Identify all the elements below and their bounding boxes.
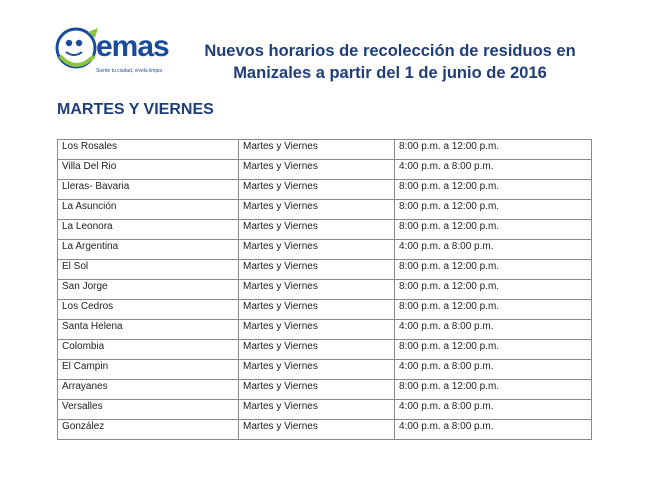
table-row — [58, 200, 592, 220]
neighborhood-cell: Los Rosales — [58, 140, 239, 160]
time-cell: 8:00 p.m. a 12:00 p.m. — [395, 300, 592, 320]
time-cell: 4:00 p.m. a 8:00 p.m. — [395, 160, 592, 180]
neighborhood-cell: Lleras- Bavaria — [58, 180, 239, 200]
days-cell: Martes y Viernes — [239, 140, 395, 160]
days-cell: Martes y Viernes — [239, 320, 395, 340]
days-cell: Martes y Viernes — [239, 240, 395, 260]
days-cell: Martes y Viernes — [239, 180, 395, 200]
days-cell: Martes y Viernes — [239, 380, 395, 400]
neighborhood-cell: Versalles — [58, 400, 239, 420]
table-row — [58, 320, 592, 340]
days-cell: Martes y Viernes — [239, 420, 395, 440]
table-row — [58, 240, 592, 260]
page-title — [190, 40, 590, 84]
table-row — [58, 140, 592, 160]
days-cell: Martes y Viernes — [239, 160, 395, 180]
table-row — [58, 400, 592, 420]
time-cell: 8:00 p.m. a 12:00 p.m. — [395, 180, 592, 200]
time-cell: 8:00 p.m. a 12:00 p.m. — [395, 140, 592, 160]
table-row — [58, 160, 592, 180]
table-row — [58, 360, 592, 380]
table-row — [58, 420, 592, 440]
days-cell: Martes y Viernes — [239, 340, 395, 360]
time-cell: 4:00 p.m. a 8:00 p.m. — [395, 400, 592, 420]
neighborhood-cell: La Leonora — [58, 220, 239, 240]
table-row — [58, 260, 592, 280]
time-cell: 8:00 p.m. a 12:00 p.m. — [395, 380, 592, 400]
time-cell: 8:00 p.m. a 12:00 p.m. — [395, 260, 592, 280]
time-cell: 4:00 p.m. a 8:00 p.m. — [395, 420, 592, 440]
days-cell: Martes y Viernes — [239, 220, 395, 240]
time-cell: 4:00 p.m. a 8:00 p.m. — [395, 360, 592, 380]
schedule-table-body — [58, 140, 592, 440]
schedule-table — [57, 139, 592, 440]
neighborhood-cell: Arrayanes — [58, 380, 239, 400]
neighborhood-cell: González — [58, 420, 239, 440]
table-row — [58, 180, 592, 200]
neighborhood-cell: La Argentina — [58, 240, 239, 260]
table-row — [58, 220, 592, 240]
emas-logo — [54, 26, 172, 78]
time-cell: 4:00 p.m. a 8:00 p.m. — [395, 320, 592, 340]
neighborhood-cell: La Asunción — [58, 200, 239, 220]
time-cell: 8:00 p.m. a 12:00 p.m. — [395, 220, 592, 240]
section-heading: MARTES Y VIERNES — [57, 101, 214, 118]
time-cell: 4:00 p.m. a 8:00 p.m. — [395, 240, 592, 260]
time-cell: 8:00 p.m. a 12:00 p.m. — [395, 200, 592, 220]
days-cell: Martes y Viernes — [239, 260, 395, 280]
days-cell: Martes y Viernes — [239, 400, 395, 420]
neighborhood-cell: Colombia — [58, 340, 239, 360]
days-cell: Martes y Viernes — [239, 360, 395, 380]
brand-tagline: Siente tu ciudad, vívela limpia — [96, 68, 163, 74]
mascot-icon — [54, 26, 102, 76]
days-cell: Martes y Viernes — [239, 200, 395, 220]
table-row — [58, 380, 592, 400]
neighborhood-cell: El Campin — [58, 360, 239, 380]
neighborhood-cell: El Sol — [58, 260, 239, 280]
neighborhood-cell: San Jorge — [58, 280, 239, 300]
table-row — [58, 280, 592, 300]
table-row — [58, 300, 592, 320]
time-cell: 8:00 p.m. a 12:00 p.m. — [395, 280, 592, 300]
days-cell: Martes y Viernes — [239, 300, 395, 320]
days-cell: Martes y Viernes — [239, 280, 395, 300]
time-cell: 8:00 p.m. a 12:00 p.m. — [395, 340, 592, 360]
neighborhood-cell: Los Cedros — [58, 300, 239, 320]
neighborhood-cell: Santa Helena — [58, 320, 239, 340]
table-row — [58, 340, 592, 360]
brand-wordmark: emas — [96, 30, 169, 63]
title-line-1: Nuevos horarios de recolección de residuos en — [204, 42, 576, 60]
neighborhood-cell: Villa Del Rio — [58, 160, 239, 180]
title-line-2: Manizales a partir del 1 de junio de 2016 — [233, 64, 547, 82]
